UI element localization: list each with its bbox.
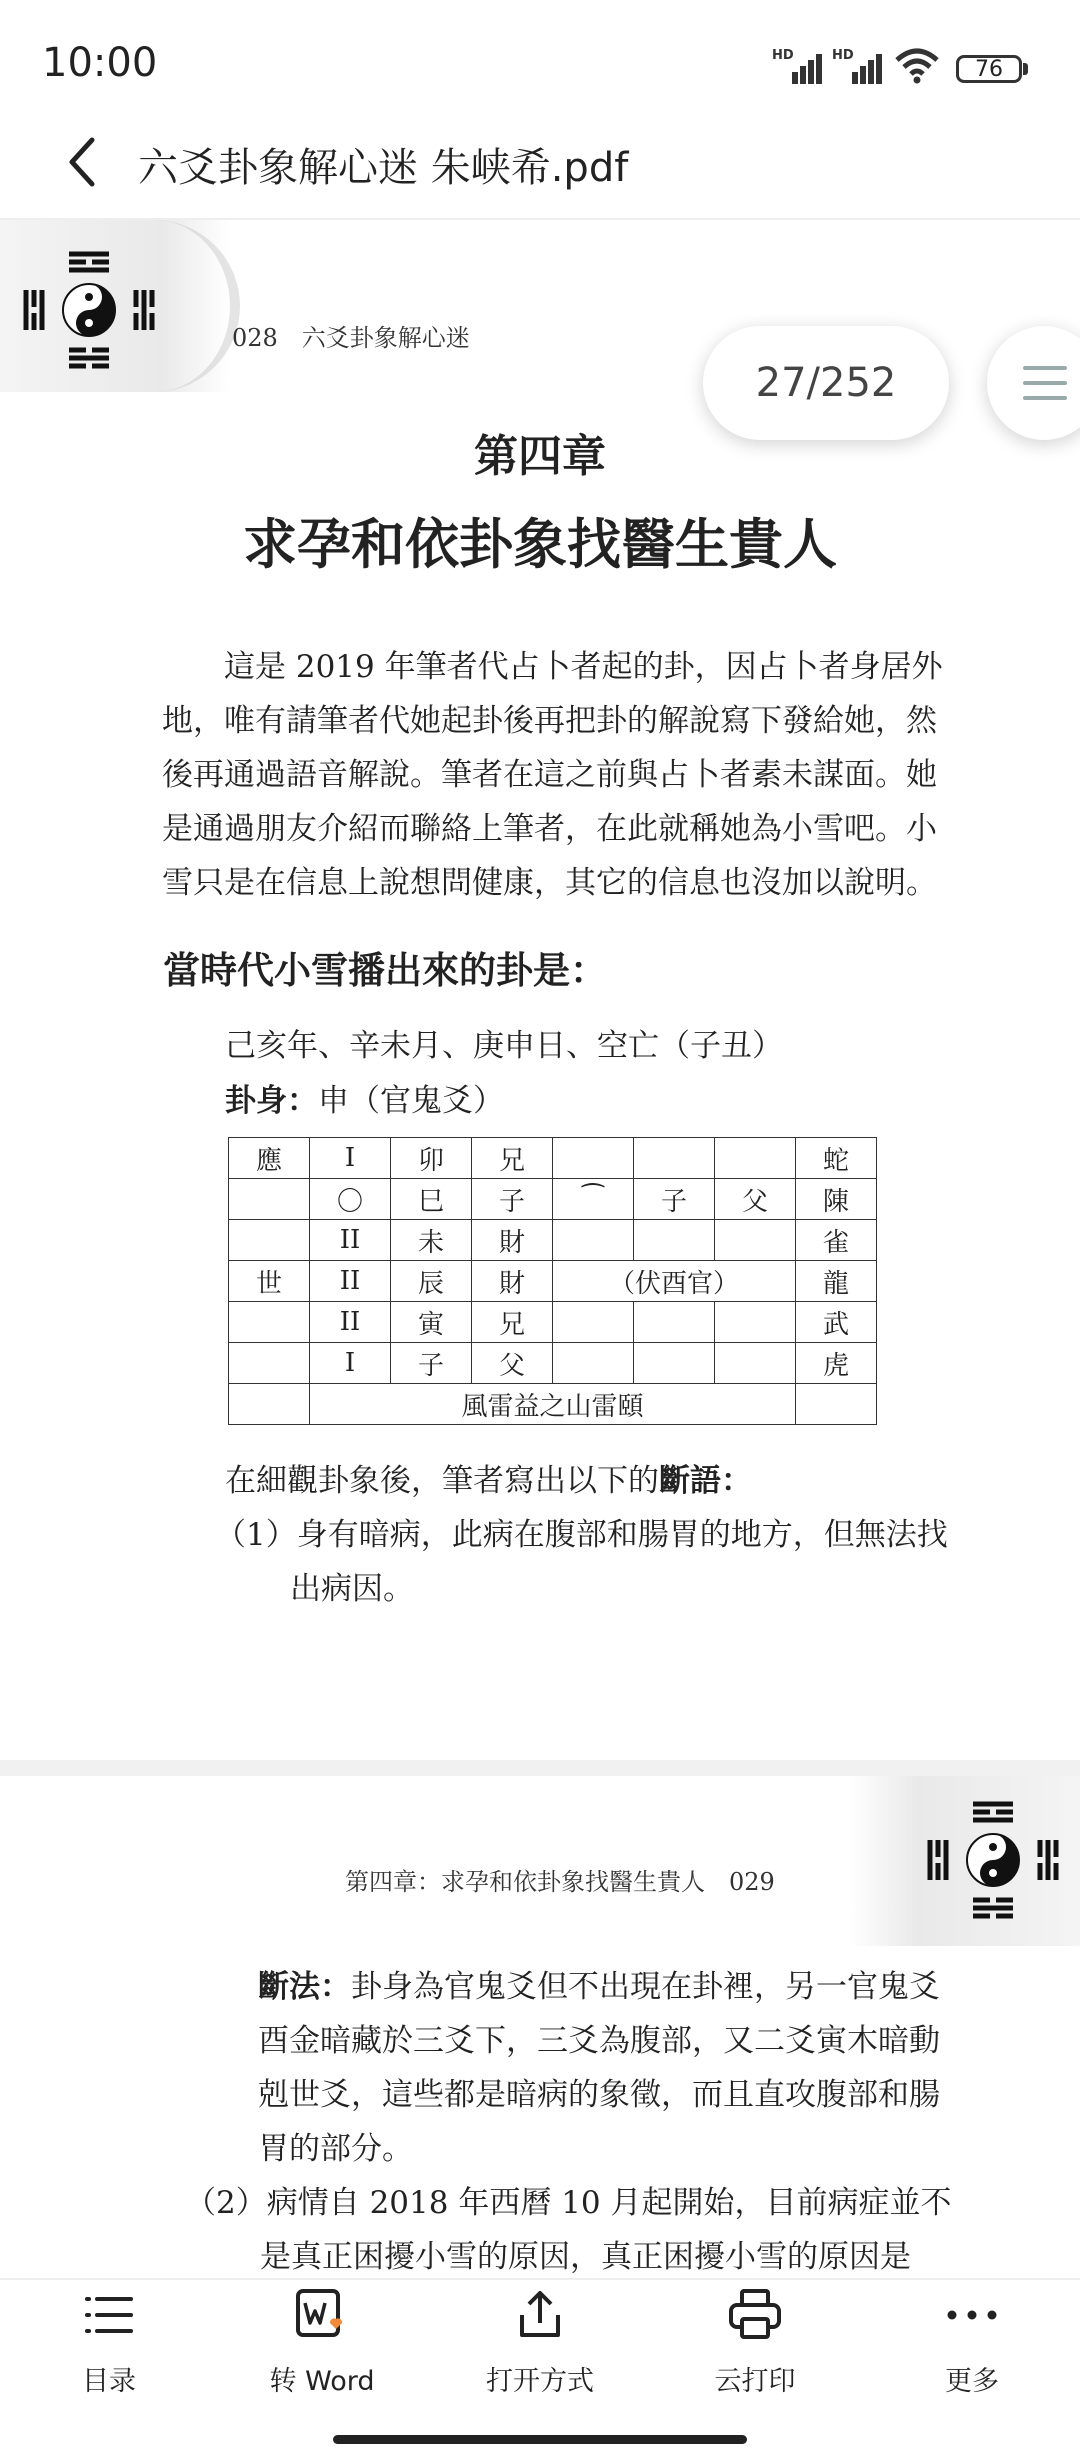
table-cell [553, 1343, 634, 1384]
hexagram-name: 風雷益之山雷頤 [310, 1384, 796, 1425]
table-row [229, 1302, 877, 1343]
list-item-text: 病情自 2018 年西曆 10 月起開始，目前病症並不 [266, 2185, 952, 2221]
list-item-number: （2） [185, 2185, 267, 2221]
chapter-title: 求孕和依卦象找醫生貴人 [243, 512, 837, 576]
table-cell: 世 [229, 1261, 310, 1302]
list-icon [79, 2285, 139, 2345]
list-item-text: 是真正困擾小雪的原因，真正困擾小雪的原因是 [260, 2239, 911, 2275]
method-text: 卦身為官鬼爻但不出現在卦裡，另一官鬼爻酉金暗藏於三爻下，三爻為腹部，又二爻寅木暗動剋世爻，這些都是暗病的象徵，而且直攻腹部和腸胃的部分。 [258, 1969, 940, 2167]
signal-icon: HD [772, 48, 822, 84]
table-cell: 父 [472, 1343, 553, 1384]
table-cell: 兄 [472, 1138, 553, 1179]
table-cell: 龍 [796, 1261, 877, 1302]
more-icon [942, 2285, 1002, 2345]
body-text-bold: 斷語： [659, 1463, 752, 1499]
list-item [185, 2176, 955, 2284]
table-cell [229, 1384, 310, 1425]
table-cell: II [310, 1261, 391, 1302]
battery-icon: 76 [956, 55, 1022, 83]
table-cell: II [310, 1302, 391, 1343]
guashen-label: 卦身： [225, 1083, 318, 1119]
table-cell: ⁀ [553, 1179, 634, 1220]
table-cell [229, 1343, 310, 1384]
table-cell: 子 [391, 1343, 472, 1384]
toolbar-label: 云打印 [714, 2366, 796, 2397]
table-cell [553, 1220, 634, 1261]
table-cell [553, 1138, 634, 1179]
list-item [215, 1508, 955, 1616]
table-cell: I [310, 1138, 391, 1179]
table-cell: 子 [634, 1179, 715, 1220]
toolbar-label: 目录 [82, 2366, 136, 2397]
hexagram-table [228, 1137, 877, 1425]
table-cell: 雀 [796, 1220, 877, 1261]
table-cell [553, 1302, 634, 1343]
running-head: 028 六爻卦象解心迷 [232, 324, 470, 352]
table-cell [796, 1384, 877, 1425]
toolbar-to-word-button[interactable] [247, 2285, 397, 2405]
table-cell: 蛇 [796, 1138, 877, 1179]
bagua-icon [918, 1790, 1068, 1930]
list-item-text: 身有暗病，此病在腹部和腸胃的地方，但無法找 [296, 1517, 948, 1553]
table-cell: 財 [472, 1261, 553, 1302]
table-cell [229, 1179, 310, 1220]
table-cell: 兄 [472, 1302, 553, 1343]
table-cell: 財 [472, 1220, 553, 1261]
table-cell [229, 1302, 310, 1343]
toolbar-more-button[interactable] [897, 2285, 1047, 2405]
table-cell: I [310, 1343, 391, 1384]
table-cell: 子 [472, 1179, 553, 1220]
home-indicator[interactable] [333, 2435, 747, 2444]
share-icon [510, 2285, 570, 2345]
running-head: 第四章：求孕和依卦象找醫生貴人 029 [345, 1868, 775, 1896]
table-cell [715, 1302, 796, 1343]
body-text [225, 1455, 752, 1500]
bagua-icon [14, 240, 164, 380]
table-cell: 虎 [796, 1343, 877, 1384]
table-cell [634, 1220, 715, 1261]
table-cell: 未 [391, 1220, 472, 1261]
body-paragraph: 這是 2019 年筆者代占卜者起的卦，因占卜者身居外地，唯有請筆者代她起卦後再把卦的解說寫下發給她，然後再通過語音解說。筆者在這之前與占卜者素未謀面。她是通過朋友介紹而聯絡上筆者，在此就稱她為小雪吧。小雪只是在信息上說想問健康，其它的信息也沒加以說明。 [162, 649, 943, 901]
chapter-number: 第四章 [474, 431, 606, 482]
table-cell [715, 1343, 796, 1384]
table-cell: （伏酉官） [553, 1261, 796, 1302]
toolbar-open-with-button[interactable] [465, 2285, 615, 2405]
table-cell: 〇 [310, 1179, 391, 1220]
toolbar-cloud-print-button[interactable] [680, 2285, 830, 2405]
table-cell: 巳 [391, 1179, 472, 1220]
back-icon[interactable] [58, 130, 108, 190]
battery-tip [1023, 63, 1028, 75]
guashen-line [225, 1075, 504, 1120]
toolbar-catalog-button[interactable] [34, 2285, 184, 2405]
method-label: 斷法： [258, 1969, 351, 2005]
table-cell [634, 1138, 715, 1179]
body-text-part: 在細觀卦象後，筆者寫出以下的 [225, 1463, 659, 1499]
table-cell [715, 1220, 796, 1261]
table-cell: II [310, 1220, 391, 1261]
list-item-number: （1） [215, 1517, 297, 1553]
body-paragraph [258, 1960, 958, 2176]
table-cell: 陳 [796, 1179, 877, 1220]
toolbar-label: 转 Word [269, 2366, 375, 2397]
table-row [229, 1384, 877, 1425]
table-row [229, 1179, 877, 1220]
table-cell: 應 [229, 1138, 310, 1179]
table-cell: 武 [796, 1302, 877, 1343]
table-cell [634, 1343, 715, 1384]
table-row [229, 1343, 877, 1384]
page-separator [0, 1760, 1080, 1776]
section-subheading: 當時代小雪播出來的卦是： [163, 949, 607, 992]
list-item-text: 出病因。 [290, 1571, 414, 1607]
table-cell: 卯 [391, 1138, 472, 1179]
table-cell: 辰 [391, 1261, 472, 1302]
table-cell: 父 [715, 1179, 796, 1220]
toolbar-label: 打开方式 [486, 2366, 594, 2397]
table-cell [634, 1302, 715, 1343]
document-title: 六爻卦象解心迷 朱峡希.pdf [138, 145, 629, 191]
table-cell [229, 1220, 310, 1261]
table-row [229, 1138, 877, 1179]
table-cell: 寅 [391, 1302, 472, 1343]
page-indicator[interactable]: 27/252 [703, 326, 949, 440]
wifi-icon [893, 46, 941, 84]
status-time: 10:00 [42, 40, 158, 86]
table-cell [715, 1138, 796, 1179]
guashen-value: 申（官鬼爻） [318, 1083, 504, 1119]
word-convert-icon [292, 2285, 352, 2345]
toolbar-label: 更多 [945, 2366, 999, 2397]
table-row [229, 1220, 877, 1261]
table-row [229, 1261, 877, 1302]
printer-icon [725, 2285, 785, 2345]
signal-icon: HD [832, 48, 882, 84]
date-line: 己亥年、辛未月、庚申日、空亡（子丑） [225, 1028, 783, 1064]
